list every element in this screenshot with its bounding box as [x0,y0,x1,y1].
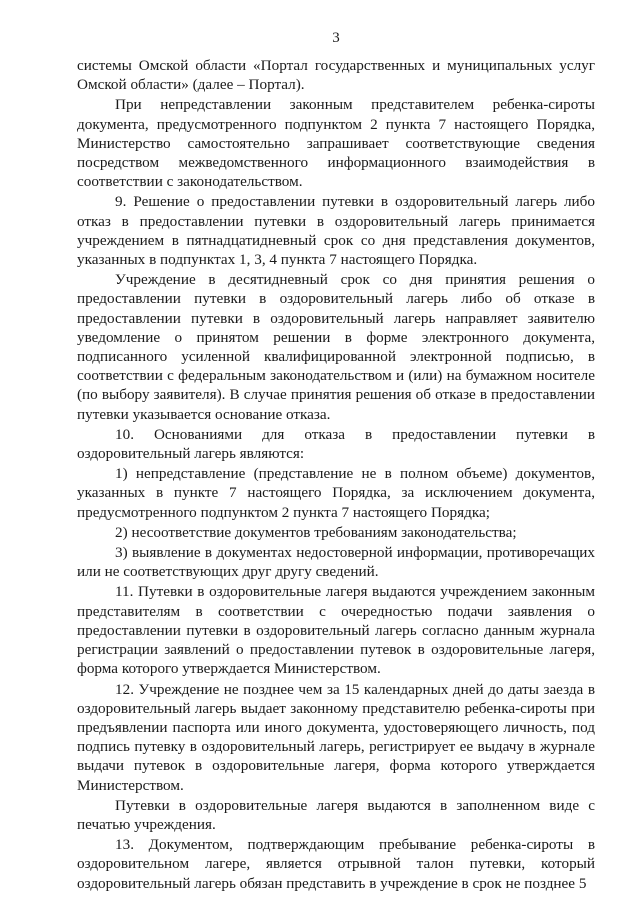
document-body [77,56,595,893]
paragraph: Учреждение в десятидневный срок со дня принятия решения о предоставлении путевки в оздоровительный лагерь либо об отказе в предоставлении путевки в оздоровительный лагерь направляет заявителю уведомление о принятом решении в форме электронного документа, подписанного усиленной квалифицированной электронной подписью, в соответствии с федеральным законодательством и (или) на бумажном носителе (по выбору заявителя). В случае принятия решения об отказе в предоставлении путевки указывается основание отказа. [77,271,595,423]
paragraph: 13. Документом, подтверждающим пребывание ребенка-сироты в оздоровительном лагере, является отрывной талон путевки, который оздоровительный лагерь обязан представить в учреждение в срок не позднее 5 [77,836,595,892]
paragraph: 2) несоответствие документов требованиям законодательства; [115,523,517,541]
paragraph: системы Омской области «Портал государственных и муниципальных услуг Омской области» (далее – Портал). [77,57,595,94]
paragraph: 12. Учреждение не позднее чем за 15 календарных дней до даты заезда в оздоровительный лагерь выдает законному представителю ребенка-сироты при предъявлении паспорта или иного документа, удостоверяющего личность, под подпись путевку в оздоровительный лагерь, регистрирует ее выдачу в журнале выдачи путевок в оздоровительные лагеря, форма которого утверждается Министерством. [77,680,595,794]
paragraph: 1) непредставление (представление не в полном объеме) документов, указанных в пункте 7 настоящего Порядка, за исключением документа, предусмотренного подпунктом 2 пункта 7 настоящего Порядка; [77,465,595,521]
page-number: 3 [332,30,340,46]
paragraph: Путевки в оздоровительные лагеря выдаются в заполненном виде с печатью учреждения. [77,796,595,833]
paragraph: 9. Решение о предоставлении путевки в оздоровительный лагерь либо отказ в предоставлении путевки в оздоровительный лагерь принимается учреждением в пятнадцатидневный срок со дня представления документов, указанных в подпунктах 1, 3, 4 пункта 7 настоящего Порядка. [77,193,595,269]
paragraph: 3) выявление в документах недостоверной информации, противоречащих или не соответствующих друг другу сведений. [77,544,595,581]
paragraph: При непредставлении законным представителем ребенка-сироты документа, предусмотренного подпунктом 2 пункта 7 настоящего Порядка, Министерство самостоятельно запрашивает соответствующие сведения посредством межведомственного информационного взаимодействия в соответствии с законодательством. [77,96,595,191]
paragraph: 10. Основаниями для отказа в предоставлении путевки в оздоровительный лагерь являются: [77,425,595,463]
paragraph: 11. Путевки в оздоровительные лагеря выдаются учреждением законным представителям в соответствии с очередностью подачи заявления о предоставлении путевки в оздоровительный лагерь согласно данным журнала регистрации заявлений о предоставлении путевок в оздоровительные лагеря, форма которого утверждается Министерством. [77,583,595,678]
